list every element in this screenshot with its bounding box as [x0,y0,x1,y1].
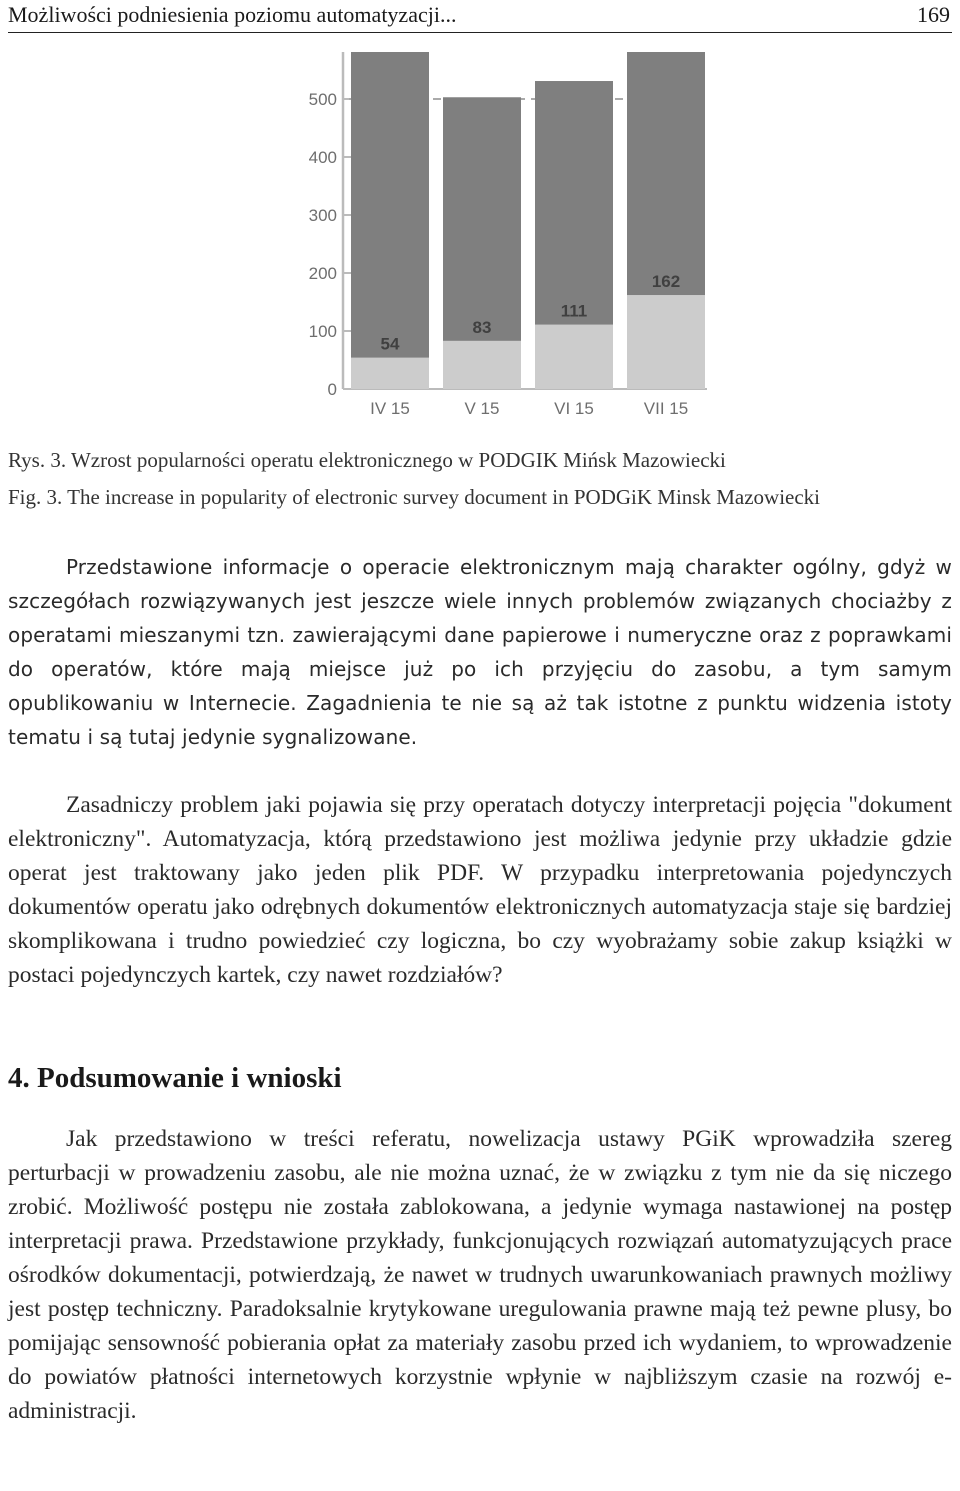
chart-bars [351,52,705,389]
bar-value-label: 111 [560,301,588,321]
bar-segment-dark [627,52,705,295]
paragraph-3: Jak przedstawiono w treści referatu, nowelizacja ustawy PGiK wprowadziła szereg perturbacji w prowadzeniu zasobu, ale nie można uznać, że w związku z tym nie da się niczego zrobić. Możliwość postępu nie została zablokowana, a jedynie wymaga nastawionej na postęp interpretacji prawa. Przedstawione przykłady, funkcjonujących rozwiązań automatyzujących prace ośrodków dokumentacji, potwierdzają, że nawet w trudnych uwarunkowaniach prawnych możliwy jest postęp techniczny. Paradoksalnie krytykowane uregulowania prawne mają też pewne plusy, bo pomijając sensowność pobierania opłat za materiały zasobu przed ich wydaniem, to wprowadzenie do powiatów płatności internetowych korzystnie wpłynie w najbliższym czasie na rozwój e-administracji. [8,1126,952,1424]
x-tick-label: IV 15 [370,399,410,418]
y-tick-label: 300 [308,206,337,225]
bar-segment-light [535,325,613,389]
paragraph-2: Zasadniczy problem jaki pojawia się przy operatach dotyczy interpretacji pojęcia "dokument elektroniczny". Automatyzacja, którą przedstawiono jest możliwa jedynie przy układzie gdzie operat jest traktowany jako jeden plik PDF. W przypadku interpretowania pojedynczych dokumentów operatu jako odrębnych dokumentów elektronicznych automatyzacja staje się bardziej skomplikowana i trudno powiedzieć czy logiczna, bo czy wyobrażamy sobie zakup książki w postaci pojedynczych kartek, czy nawet rozdziałów? [8,792,952,988]
y-tick-label: 200 [308,264,337,283]
bar-segment-light [443,341,521,389]
bar-value-label: 54 [380,334,400,354]
bar-segment-dark [443,97,521,341]
bar-value-label: 162 [651,272,681,292]
x-tick-label: V 15 [464,399,500,418]
y-tick-label: 0 [327,380,337,399]
y-tick-label: 500 [308,90,337,109]
y-tick-label: 100 [308,322,337,341]
bar-chart [285,52,725,422]
x-tick-label: VI 15 [554,399,594,418]
bar-segment-dark [535,81,613,325]
bar-value-label: 83 [472,317,492,337]
figure-caption-pl: Rys. 3. Wzrost popularności operatu elektronicznego w PODGIK Mińsk Mazowiecki [8,448,726,472]
section-heading: 4. Podsumowanie i wnioski [8,1062,342,1094]
page-number: 169 [917,2,950,27]
running-header-title: Możliwości podniesienia poziomu automatyzacji... [8,2,457,27]
y-tick-label: 400 [308,148,337,167]
bar-segment-light [627,295,705,389]
bar-segment-light [351,358,429,389]
bar-segment-dark [351,52,429,358]
x-tick-label: VII 15 [643,399,689,418]
figure-caption-en: Fig. 3. The increase in popularity of electronic survey document in PODGiK Minsk Mazowiecki [8,485,821,509]
paragraph-1: Przedstawione informacje o operacie elektronicznym mają charakter ogólny, gdyż w szczegółach rozwiązywanych jest jeszcze wiele innych problemów związanych chociażby z operatami mieszanymi tzn. zawierającymi dane papierowe i numeryczne oraz z poprawkami do operatów, które mają miejsce już po ich przyjęciu do zasobu, a tym samym opublikowaniu w Internecie. Zagadnienia te nie są aż tak istotne z punktu widzenia istoty tematu i są tutaj jedynie sygnalizowane. [8,555,952,749]
running-header [8,0,952,33]
